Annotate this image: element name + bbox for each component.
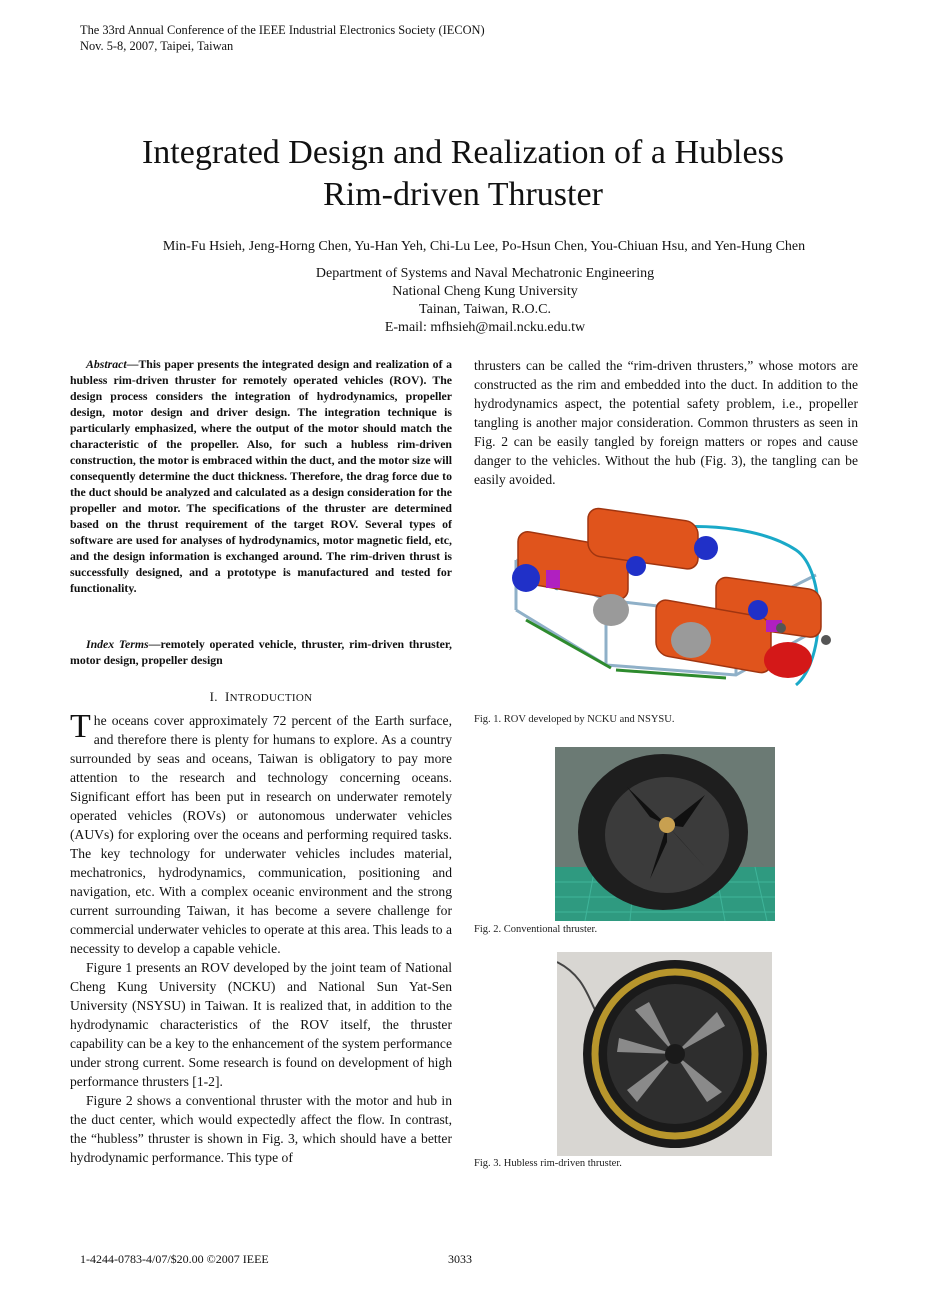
footer-page-number: 3033 [448, 1252, 472, 1266]
fig3-hubless-thruster-image [557, 952, 772, 1156]
introduction-text [70, 708, 452, 1167]
drop-cap: T [70, 708, 91, 745]
header-line-1: The 33rd Annual Conference of the IEEE Industrial Electronics Society (IECON) [80, 23, 485, 37]
abstract-text: —This paper presents the integrated design and realization of a hubless rim-driven thruster for remotely operated vehicles (ROV). The design process considers the integration of hydrodynamics, propeller design, motor design and driver design. The integration technique is particularly emphasized, where the output of the motor should match the characteristic of the propeller. Also, for such a hubless rim-driven construction, the motor is embraced within the duct, and the motor size will consequently determine the duct thickness. Therefore, the drag force due to the duct should be analyzed and calculated as a design consideration for the propeller and motor. The specifications of the thruster are determined based on the thrust requirement of the target ROV. Several types of software are used for analyses of hydrodynamics, motor magnetic field, etc, and the design information is exchanged around. The rim-driven thrust is successfully designed, and a prototype is manufactured and tested for functionality. [70, 357, 452, 595]
right-column-text [474, 356, 858, 489]
fig1-rov-image [496, 490, 840, 702]
paper-title [60, 132, 866, 216]
title-line-1: Integrated Design and Realization of a Hubless [141, 134, 784, 171]
index-terms [70, 636, 452, 668]
abstract-label: Abstract [86, 357, 127, 371]
section-title-rest: NTRODUCTION [229, 692, 313, 704]
affil-dept: Department of Systems and Naval Mechatronic Engineering [315, 266, 655, 281]
fig3-caption: Fig. 3. Hubless rim-driven thruster. [474, 1158, 622, 1169]
fig1-caption: Fig. 1. ROV developed by NCKU and NSYSU. [474, 714, 675, 725]
footer-isbn: 1-4244-0783-4/07/$20.00 ©2007 IEEE [80, 1252, 269, 1266]
section-heading-introduction [70, 689, 452, 705]
conference-header [80, 22, 485, 54]
intro-paragraph-1 [70, 708, 452, 958]
affil-email: E-mail: mfhsieh@mail.ncku.edu.tw [384, 320, 586, 335]
rov-cylinders [593, 594, 711, 658]
index-terms-text: —remotely operated vehicle, thruster, rim-driven thruster, motor design, propeller design [70, 637, 452, 667]
right-paragraph-1: thrusters can be called the “rim-driven thrusters,” whose motors are constructed as the rim and embedded into the duct. In addition to the hydrodynamics aspect, the potential safety problem, i.e., propeller tangling is another major consideration. Common thrusters as seen in Fig. 2 can be easily tangled by foreign matters or ropes and cause danger to the vehicles. Without the hub (Fig. 3), the tangling can be easily avoided. [474, 358, 858, 487]
fig2-caption: Fig. 2. Conventional thruster. [474, 924, 598, 935]
affil-univ: National Cheng Kung University [392, 284, 578, 299]
intro-paragraph-3: Figure 2 shows a conventional thruster with the motor and hub in the duct center, which would expectedly affect the flow. In contrast, the “hubless” thruster is shown in Fig. 3, which should have a better hydrodynamic performance. This type of [70, 1093, 452, 1165]
affil-city: Tainan, Taiwan, R.O.C. [419, 302, 551, 317]
header-line-2: Nov. 5-8, 2007, Taipei, Taiwan [80, 39, 234, 53]
title-line-2: Rim-driven Thruster [323, 176, 603, 213]
rov-red-sphere [764, 642, 812, 678]
affiliation [240, 265, 730, 337]
section-first-letter: I [224, 689, 230, 704]
intro-paragraph-2: Figure 1 presents an ROV developed by the joint team of National Cheng Kung University (NCKU) and National Sun Yat-Sen University (NSYSU) in Taiwan. It is realized that, in addition to the hydrodynamic characteristics of the ROV itself, the thruster capability can be a key to the enhancement of the system performance under strong current. Some research is found on development of high performance thrusters [1-2]. [70, 960, 452, 1089]
abstract [70, 356, 452, 596]
open-center [665, 1044, 685, 1064]
index-terms-label: Index Terms [86, 637, 149, 651]
intro-p1-text: he oceans cover approximately 72 percent of the Earth surface, and therefore there is plenty for humans to explore. As a country surrounded by seas and oceans, Taiwan is obligatory to pay more attention to the research and technology concerning oceans. Significant effort has been put in research on underwater remotely operated vehicles (ROVs) or autonomous underwater vehicles (AUVs) for exploring over the oceans and performing required tasks. The key technology for underwater vehicles includes material, mechatronics, hydrodynamics, communication, positioning and navigation, etc. With a complex oceanic environment and the strong current surrounding Taiwan, it has become a severe challenge for commercial underwater vehicles to operate at this area. This leads to a necessity to develop a capable vehicle. [70, 713, 452, 956]
motor-hub [659, 817, 675, 833]
authors: Min-Fu Hsieh, Jeng-Horng Chen, Yu-Han Yeh, Chi-Lu Lee, Po-Hsun Chen, You-Chiuan Hsu, and Yen-Hung Chen [162, 239, 806, 254]
fig2-conventional-thruster-image [555, 747, 775, 921]
section-number: I. [209, 689, 218, 704]
